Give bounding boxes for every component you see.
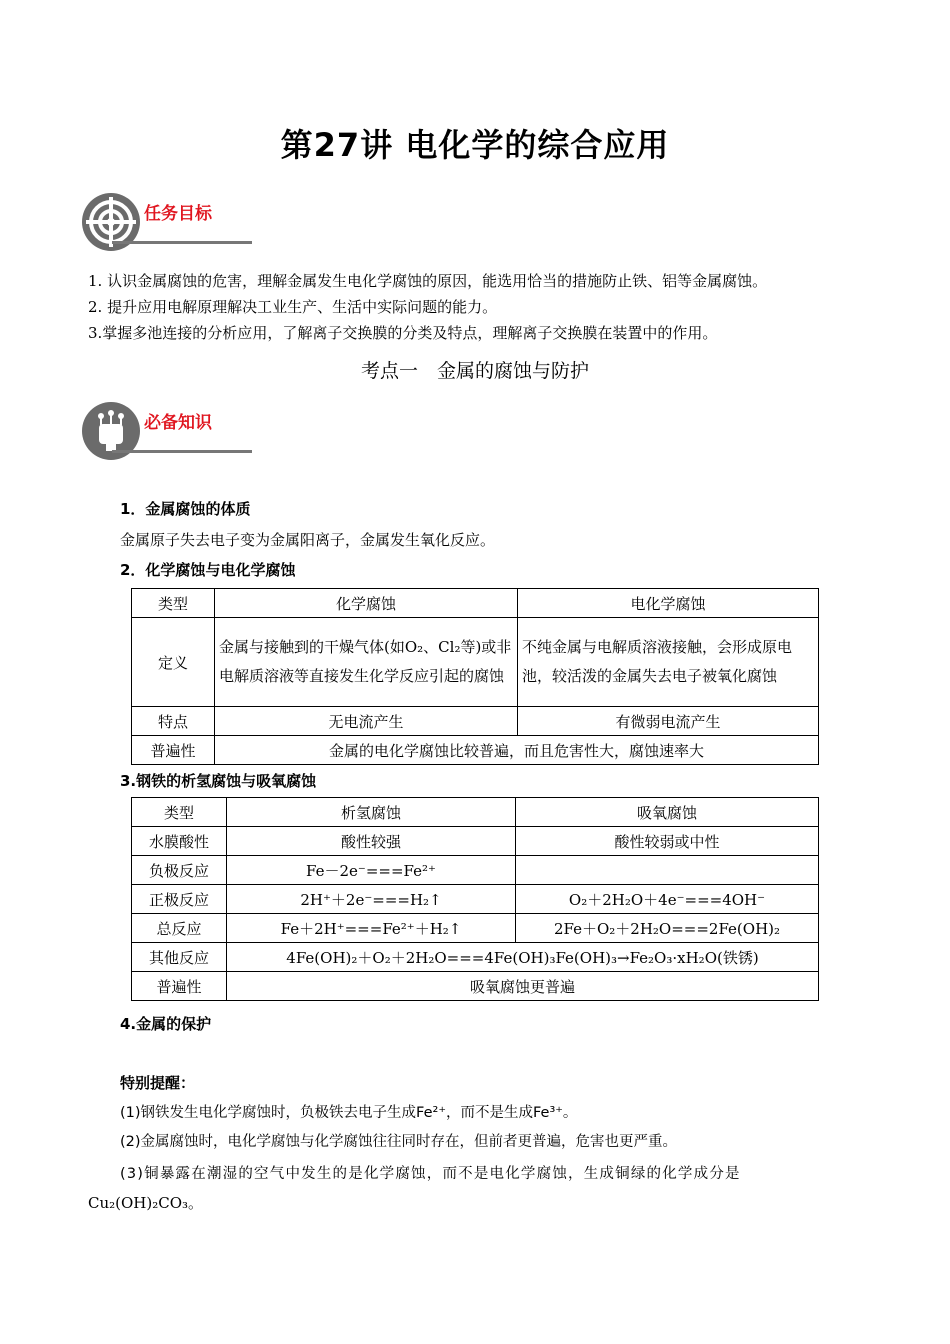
other-reaction-text: 4Fe(OH)₂＋O₂＋2H₂O===4Fe(OH)₃Fe(OH)₃→Fe₂O₃·xH₂O(铁锈) <box>227 943 819 972</box>
section-label-goal: 任务目标 <box>144 204 212 224</box>
row-label-commonness: 普遍性 <box>132 736 215 765</box>
row-label: 总反应 <box>132 914 227 943</box>
reminder-item-3: (3)铜暴露在潮湿的空气中发生的是化学腐蚀，而不是电化学腐蚀，生成铜绿的化学成分是 <box>120 1166 741 1182</box>
cell-hydrogen: Fe＋2H⁺===Fe²⁺＋H₂↑ <box>227 914 516 943</box>
cell-oxygen <box>516 856 819 885</box>
commonness-text: 吸氧腐蚀更普遍 <box>227 972 819 1001</box>
row-label-other: 其他反应 <box>132 943 227 972</box>
goal-item-3: 3.掌握多池连接的分析应用，了解离子交换膜的分类及特点，理解离子交换膜在装置中的作用。 <box>88 324 718 342</box>
goal-item-1: 1. 认识金属腐蚀的危害，理解金属发生电化学腐蚀的原因，能选用恰当的措施防止铁、铝等金属腐蚀。 <box>88 272 768 290</box>
table-header-cell: 析氢腐蚀 <box>227 798 516 827</box>
section-label-knowledge: 必备知识 <box>144 413 212 433</box>
commonness-text: 金属的电化学腐蚀比较普遍，而且危害性大，腐蚀速率大 <box>215 736 819 765</box>
reminder-title: 特别提醒： <box>120 1074 196 1092</box>
table-header-cell: 电化学腐蚀 <box>518 589 819 618</box>
row-label-feature: 特点 <box>132 707 215 736</box>
cell-hydrogen: Fe－2e⁻===Fe²⁺ <box>227 856 516 885</box>
kaodian-heading: 考点一 金属的腐蚀与防护 <box>360 360 589 382</box>
cell-oxygen: 酸性较弱或中性 <box>516 827 819 856</box>
cell-oxygen: 2Fe＋O₂＋2H₂O===2Fe(OH)₂ <box>516 914 819 943</box>
table-header-cell: 化学腐蚀 <box>215 589 518 618</box>
heading-4: 4.金属的保护 <box>120 1015 212 1033</box>
definition-electrochemical: 不纯金属与电解质溶液接触，会形成原电池，较活泼的金属失去电子被氧化腐蚀 <box>518 618 819 707</box>
cell-hydrogen: 酸性较强 <box>227 827 516 856</box>
row-label: 水膜酸性 <box>132 827 227 856</box>
heading-1: 1．金属腐蚀的体质 <box>120 500 251 518</box>
section-badge-knowledge <box>82 402 252 462</box>
row-label-definition: 定义 <box>132 618 215 707</box>
table-chem-vs-electrochem <box>131 588 819 765</box>
definition-chemical: 金属与接触到的干燥气体(如O₂、Cl₂等)或非电解质溶液等直接发生化学反应引起的腐蚀 <box>215 618 518 707</box>
reminder-item-3-cont: Cu₂(OH)₂CO₃。 <box>88 1194 204 1212</box>
cell-oxygen: O₂＋2H₂O＋4e⁻===4OH⁻ <box>516 885 819 914</box>
paragraph-1: 金属原子失去电子变为金属阳离子，金属发生氧化反应。 <box>120 531 496 549</box>
reminder-item-2: (2)金属腐蚀时，电化学腐蚀与化学腐蚀往往同时存在，但前者更普遍，危害也更严重。 <box>120 1134 678 1150</box>
section-badge-goal <box>82 193 252 253</box>
feature-electrochemical: 有微弱电流产生 <box>518 707 819 736</box>
reminder-item-1: (1)钢铁发生电化学腐蚀时，负极铁去电子生成Fe²⁺，而不是生成Fe³⁺。 <box>120 1105 578 1121</box>
row-label-commonness: 普遍性 <box>132 972 227 1001</box>
page-title: 第27讲 电化学的综合应用 <box>280 126 670 164</box>
table-header-cell: 类型 <box>132 798 227 827</box>
heading-3: 3.钢铁的析氢腐蚀与吸氧腐蚀 <box>120 772 317 790</box>
table-hydrogen-vs-oxygen <box>131 797 819 1001</box>
cell-hydrogen: 2H⁺＋2e⁻===H₂↑ <box>227 885 516 914</box>
heading-2: 2．化学腐蚀与电化学腐蚀 <box>120 561 296 579</box>
row-label: 正极反应 <box>132 885 227 914</box>
feature-chemical: 无电流产生 <box>215 707 518 736</box>
table-header-cell: 吸氧腐蚀 <box>516 798 819 827</box>
row-label: 负极反应 <box>132 856 227 885</box>
table-header-cell: 类型 <box>132 589 215 618</box>
goal-item-2: 2. 提升应用电解原理解决工业生产、生活中实际问题的能力。 <box>88 298 498 316</box>
